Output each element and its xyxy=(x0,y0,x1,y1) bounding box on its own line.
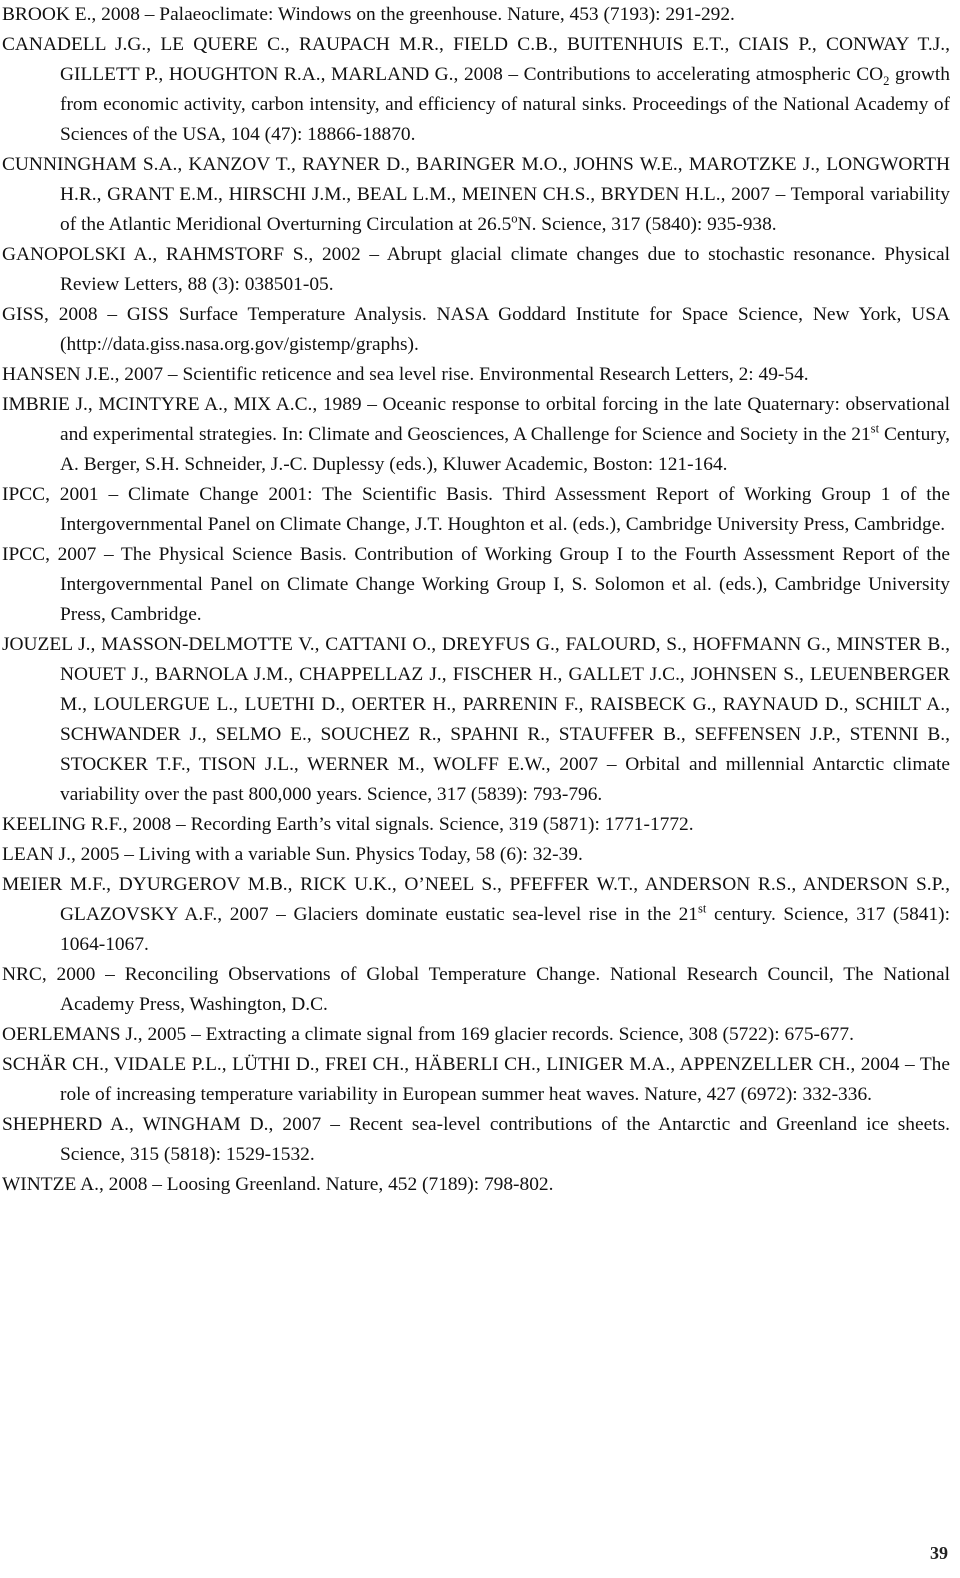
reference-item xyxy=(2,630,950,810)
reference-authors: NRC xyxy=(2,964,42,985)
reference-details: century. Science, 317 (5841): 1064-1067. xyxy=(60,904,951,955)
reference-details: , 2008 – Loosing Greenland. Nature, 452 (7189): 798-802. xyxy=(98,1174,554,1195)
reference-authors: CUNNINGHAM S.A., KANZOV T., RAYNER D., BARINGER M.O., JOHNS W.E., MAROTZKE J., LONGWORTH H.R., GRANT E.M., HIRSCHI J.M., BEAL L.M., MEINEN CH.S., BRYDEN H.L. xyxy=(2,154,950,205)
page-number: 39 xyxy=(930,1543,948,1563)
reference-authors: BROOK E. xyxy=(2,4,92,25)
reference-item xyxy=(2,540,950,630)
reference-item xyxy=(2,360,950,390)
reference-authors: JOUZEL J., MASSON-DELMOTTE V., CATTANI O., DREYFUS G., FALOURD, S., HOFFMANN G., MINSTER B., NOUET J., BARNOLA J.M., CHAPPELLAZ J., FISCHER H., GALLET J.C., JOHNSEN S., LEUENBERGER M., LOULERGUE L., LUETHI D., OERTER H., PARRENIN F., RAISBECK G., RAYNAUD D., SCHILT A., SCHWANDER J., SELMO E., SOUCHEZ R., SPAHNI R., STAUFFER B., SEFFENSEN J.P., STENNI B., STOCKER T.F., TISON J.L., WERNER M., WOLFF E.W. xyxy=(2,634,950,775)
reference-details: , 2007 – Recent sea-level contributions of the Antarctic and Greenland ice sheets. Science, 315 (5818): 1529-1532. xyxy=(60,1114,950,1165)
reference-details: , 2005 – Extracting a climate signal from 169 glacier records. Science, 308 (5722): 675-677. xyxy=(137,1024,854,1045)
reference-authors: GISS xyxy=(2,304,45,325)
reference-details: Century, A. Berger, S.H. Schneider, J.-C. Duplessy (eds.), Kluwer Academic, Boston: 121-164. xyxy=(60,424,951,475)
reference-item xyxy=(2,480,950,540)
reference-item xyxy=(2,150,950,240)
reference-details: , 2008 – GISS Surface Temperature Analysis. NASA Goddard Institute for Space Science, New York, USA (http://data.giss.nasa.org.gov/gistemp/graphs). xyxy=(44,304,950,355)
reference-authors: IMBRIE J., MCINTYRE A., MIX A.C. xyxy=(2,394,313,415)
reference-authors: IPCC xyxy=(2,484,46,505)
reference-details: N. Science, 317 (5840): 935-938. xyxy=(517,214,777,235)
reference-details: , 2008 – Palaeoclimate: Windows on the greenhouse. Nature, 453 (7193): 291-292. xyxy=(91,4,735,25)
reference-authors: CANADELL J.G., LE QUERE C., RAUPACH M.R., FIELD C.B., BUITENHUIS E.T., CIAIS P., CONWAY T.J., GILLETT P., HOUGHTON R.A., MARLAND G. xyxy=(2,34,950,85)
reference-details: growth from economic activity, carbon intensity, and efficiency of natural sinks. Proceedings of the National Academy of Sciences of the USA, 104 (47): 18866-18870. xyxy=(60,64,950,145)
reference-details: , 1989 – Oceanic response to orbital forcing in the late Quaternary: observational and experimental strategies. In: Climate and Geosciences, A Challenge for Science and Society in the 21 xyxy=(60,394,951,445)
reference-details: , 2001 – Climate Change 2001: The Scientific Basis. Third Assessment Report of Working Group 1 of the Intergovernmental Panel on Climate Change, J.T. Houghton et al. (eds.), Cambridge University Press, Cambridge. xyxy=(45,484,950,535)
reference-authors: OERLEMANS J. xyxy=(2,1024,138,1045)
reference-details: , 2007 – Temporal variability of the Atlantic Meridional Overturning Circulation at 26.5 xyxy=(60,184,951,235)
reference-list xyxy=(2,0,950,1200)
superscript: st xyxy=(698,901,707,916)
reference-details: , 2000 – Reconciling Observations of Global Temperature Change. National Research Council, The National Academy Press, Washington, D.C. xyxy=(41,964,950,1015)
reference-item xyxy=(2,300,950,360)
reference-authors: KEELING R.F. xyxy=(2,814,123,835)
reference-details: , 2007 – The Physical Science Basis. Contribution of Working Group I to the Fourth Assessment Report of the Intergovernmental Panel on Climate Change Working Group I, S. Solomon et al. (eds.), Cambridge University Press, Cambridge. xyxy=(45,544,950,625)
superscript: st xyxy=(870,421,880,436)
reference-item xyxy=(2,840,950,870)
reference-item xyxy=(2,0,950,30)
subscript: 2 xyxy=(883,73,890,88)
reference-authors: WINTZE A. xyxy=(2,1174,99,1195)
reference-details: , 2007 – Scientific reticence and sea level rise. Environmental Research Letters, 2: 49-54. xyxy=(114,364,809,385)
reference-authors: LEAN J. xyxy=(2,844,71,865)
reference-details: , 2007 – Orbital and millennial Antarctic climate variability over the past 800,000 years. Science, 317 (5839): 793-796. xyxy=(60,754,950,805)
reference-details: , 2004 – The role of increasing temperature variability in European summer heat waves. Nature, 427 (6972): 332-336. xyxy=(60,1054,950,1105)
reference-details: , 2007 – Glaciers dominate eustatic sea-level rise in the 21 xyxy=(217,904,698,925)
reference-details: , 2008 – Contributions to accelerating atmospheric CO xyxy=(453,64,884,85)
reference-authors: IPCC xyxy=(2,544,46,565)
reference-authors: SHEPHERD A., WINGHAM D. xyxy=(2,1114,269,1135)
reference-item xyxy=(2,1050,950,1110)
reference-item xyxy=(2,810,950,840)
reference-authors: HANSEN J.E. xyxy=(2,364,115,385)
reference-item xyxy=(2,240,950,300)
reference-authors: MEIER M.F., DYURGEROV M.B., RICK U.K., O’NEEL S., PFEFFER W.T., ANDERSON R.S., ANDERSON S.P., GLAZOVSKY A.F. xyxy=(2,874,950,925)
reference-details: , 2005 – Living with a variable Sun. Physics Today, 58 (6): 32-39. xyxy=(70,844,583,865)
reference-details: , 2008 – Recording Earth’s vital signals. Science, 319 (5871): 1771-1772. xyxy=(122,814,694,835)
reference-item xyxy=(2,1020,950,1050)
reference-authors: GANOPOLSKI A., RAHMSTORF S. xyxy=(2,244,309,265)
reference-item xyxy=(2,30,950,150)
reference-item xyxy=(2,960,950,1020)
superscript: o xyxy=(511,211,518,226)
reference-item xyxy=(2,390,950,480)
reference-details: , 2002 – Abrupt glacial climate changes due to stochastic resonance. Physical Review Letters, 88 (3): 038501-05. xyxy=(60,244,950,295)
reference-item xyxy=(2,870,950,960)
reference-item xyxy=(2,1110,950,1170)
reference-item xyxy=(2,1170,950,1200)
reference-authors: SCHÄR CH., VIDALE P.L., LÜTHI D., FREI CH., HÄBERLI CH., LINIGER M.A., APPENZELLER CH. xyxy=(2,1054,851,1075)
